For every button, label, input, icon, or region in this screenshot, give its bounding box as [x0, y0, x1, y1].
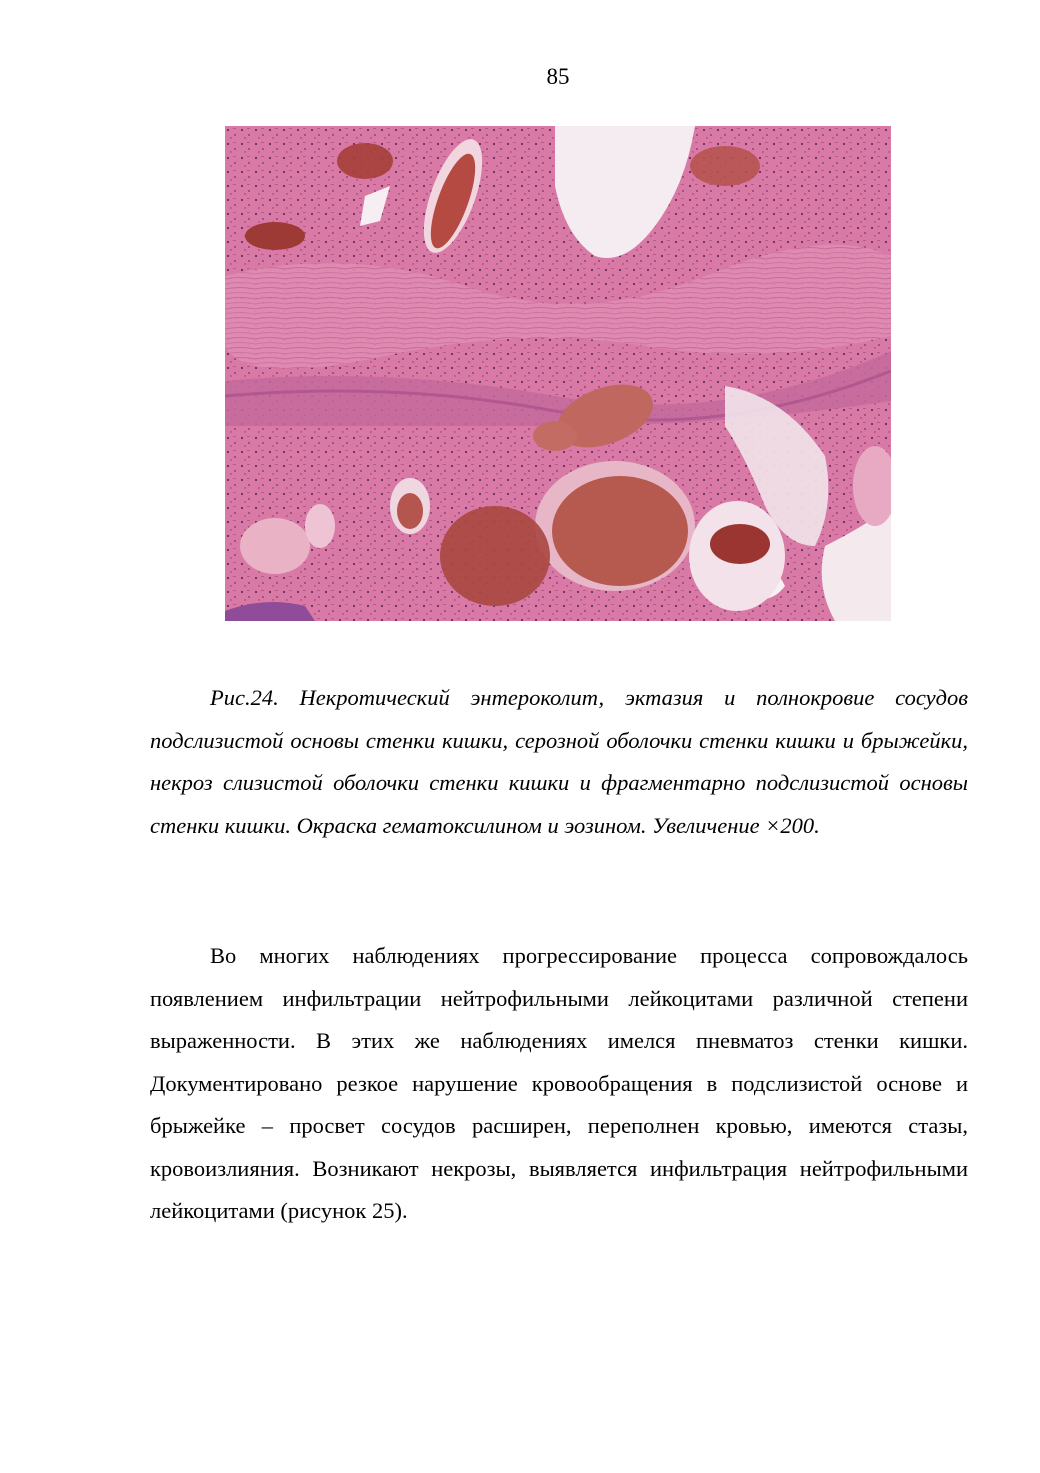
body-paragraph [150, 935, 968, 1233]
histology-micrograph [225, 126, 891, 621]
page-number: 85 [546, 64, 570, 89]
figure-caption: Рис.24. Некротический энтероколит, эктазия и полнокровие сосудов подслизистой основы стенки кишки, серозной оболочки стенки кишки и брыжейки, некроз слизистой оболочки стенки кишки и фрагментарно подслизистой основы стенки кишки. Окраска гематоксилином и эозином. Увеличение ×200. [150, 685, 968, 838]
body-paragraph-text: Во многих наблюдениях прогрессирование процесса сопровождалось появлением инфильтрации нейтрофильными лейкоцитами различной степени выраженности. В этих же наблюдениях имелся пневматоз стенки кишки. Документировано резкое нарушение кровообращения в подслизистой основе и брыжейке – просвет сосудов расширен, переполнен кровью, имеются стазы, кровоизлияния. Возникают некрозы, выявляется инфильтрация нейтрофильными лейкоцитами (рисунок 25). [150, 943, 968, 1223]
histology-micrograph-icon [225, 126, 891, 621]
